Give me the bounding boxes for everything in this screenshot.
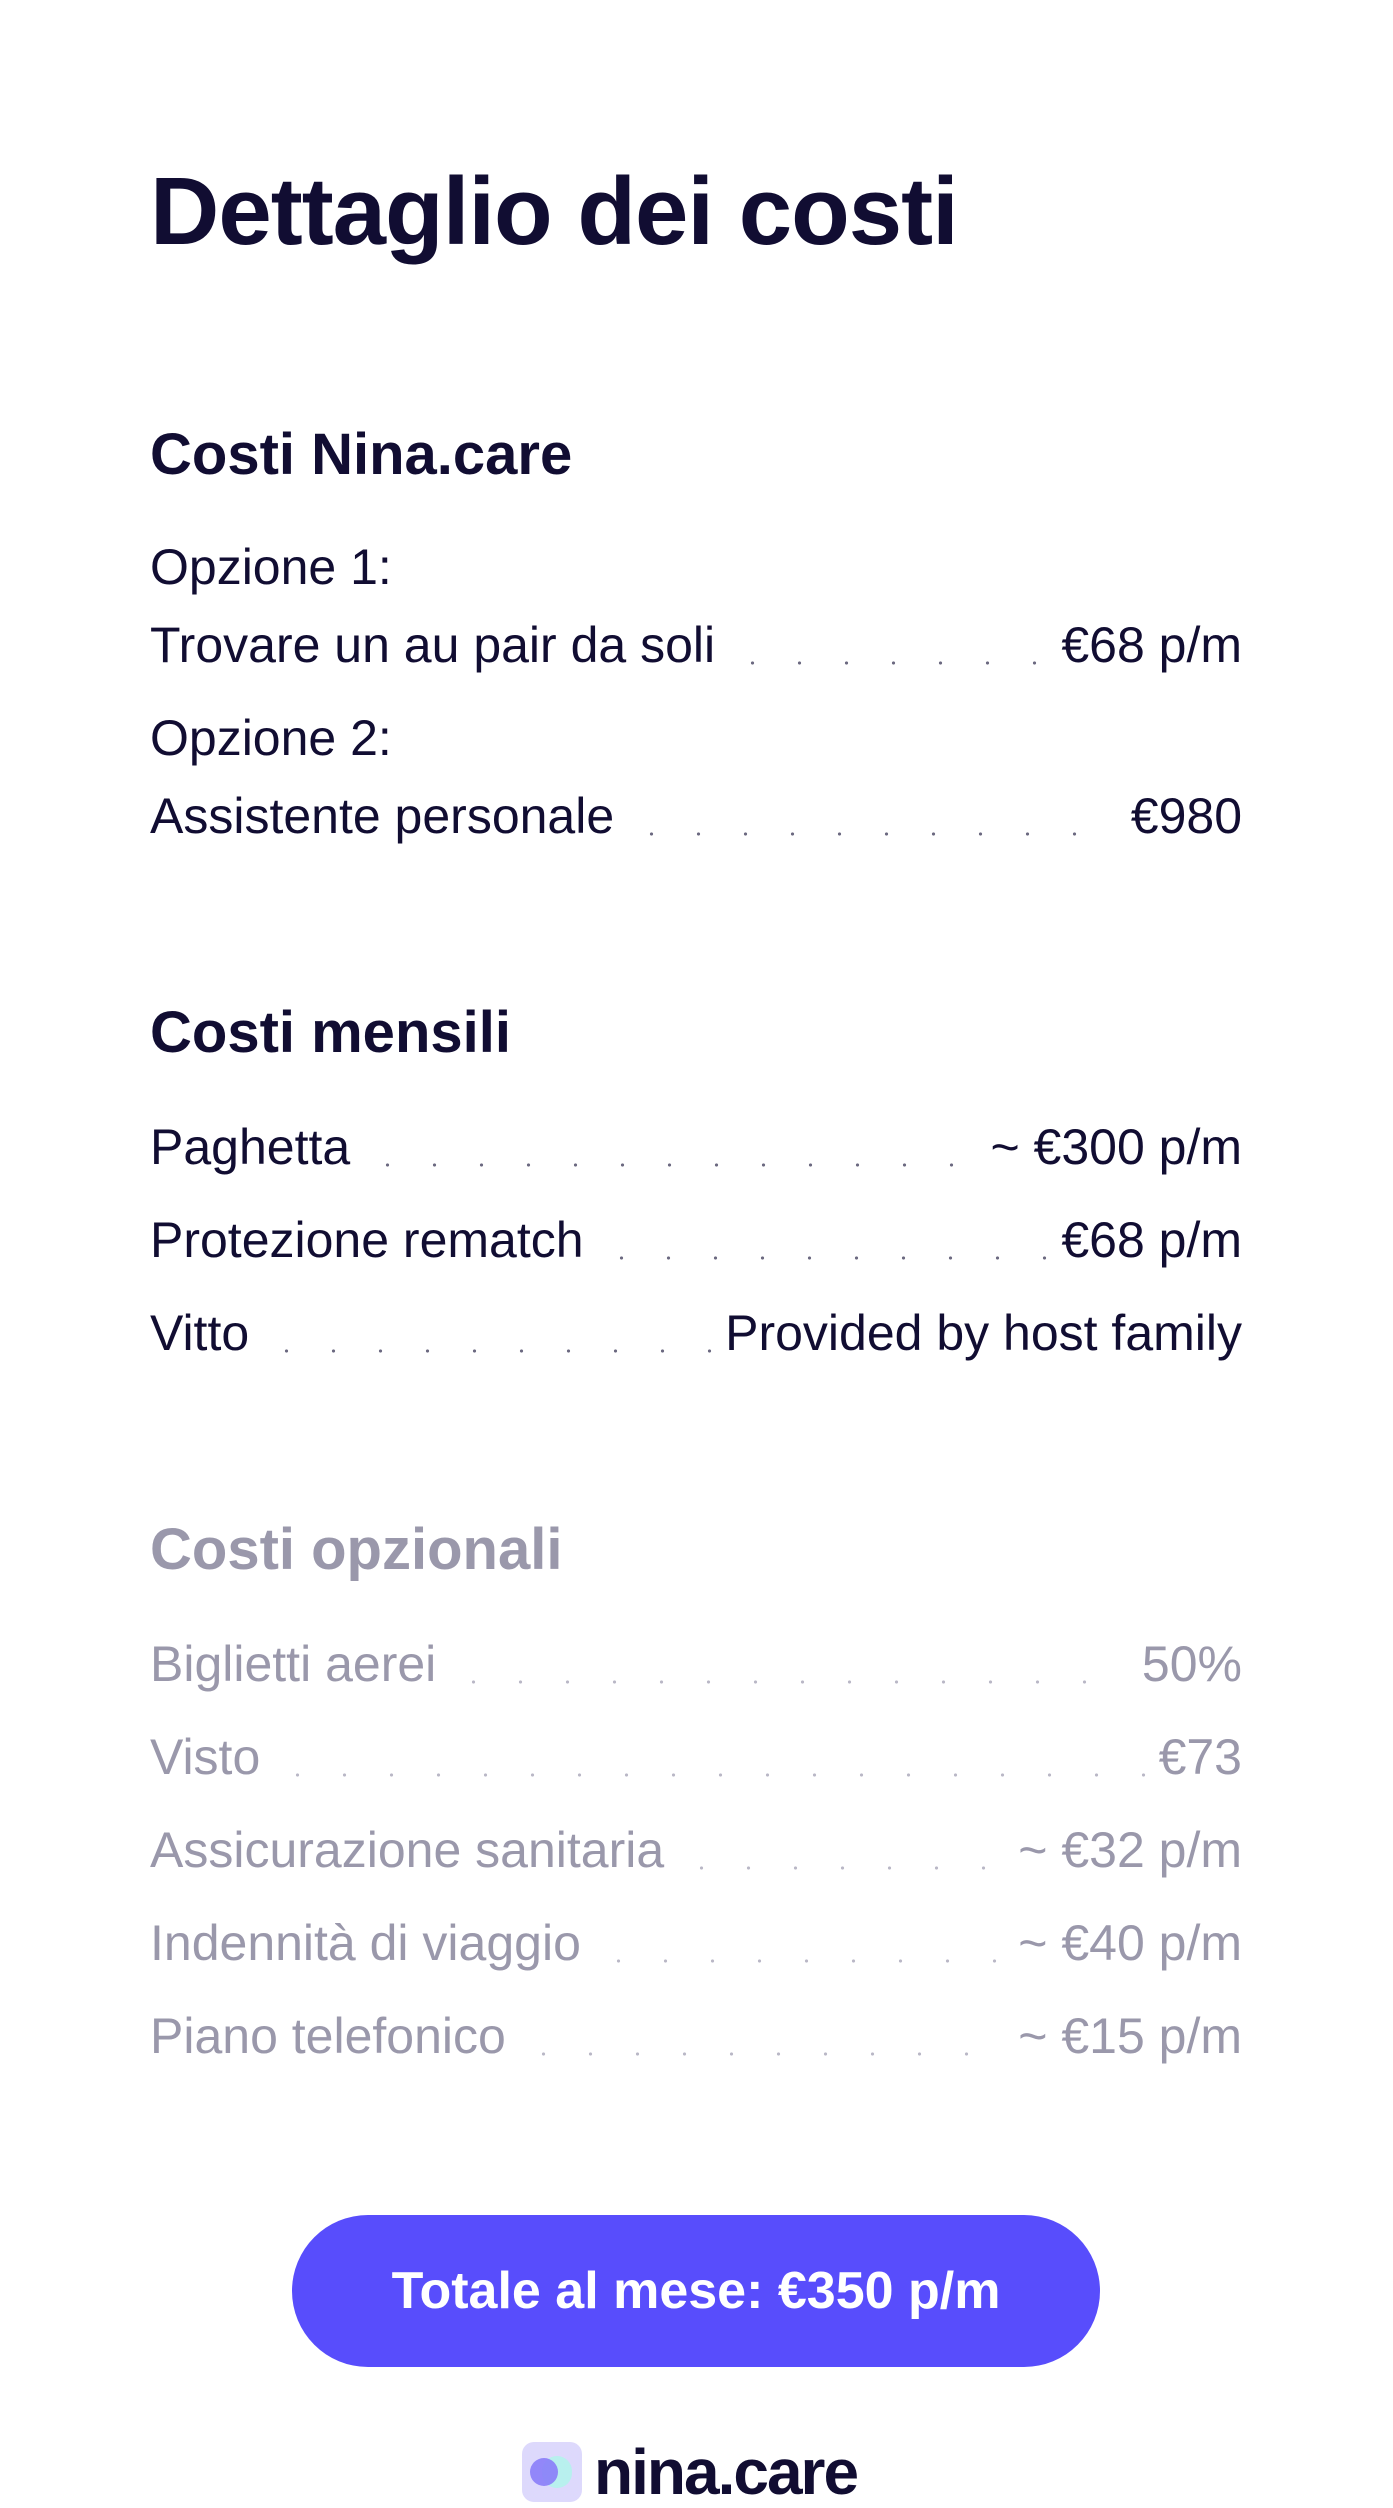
cost-value: €980: [1130, 788, 1242, 844]
cost-value: ~ €15 p/m: [1018, 2008, 1242, 2064]
cost-row-biglietti: [150, 1631, 1242, 1697]
cost-row-visto: [150, 1724, 1242, 1790]
cost-value: Provided by host family: [725, 1305, 1242, 1361]
cost-row-paghetta: [150, 1114, 1242, 1180]
dotted-leader: [450, 1677, 1130, 1687]
cost-value: €68 p/m: [1061, 617, 1242, 673]
dotted-leader: [520, 2049, 1006, 2059]
cost-label: Paghetta: [150, 1119, 351, 1175]
cost-row-rematch: [150, 1207, 1242, 1273]
dotted-leader: [628, 829, 1119, 839]
cost-value: €73: [1158, 1729, 1242, 1785]
cost-label: Biglietti aerei: [150, 1636, 437, 1692]
cost-label: Assicurazione sanitaria: [150, 1822, 665, 1878]
dotted-leader: [595, 1956, 1006, 1966]
section-heading-nina-costs: Costi Nina.care: [150, 422, 573, 487]
cost-label: Vitto: [150, 1305, 250, 1361]
dotted-leader: [678, 1863, 1006, 1873]
cost-label: Protezione rematch: [150, 1212, 584, 1268]
section-heading-optional-costs: Costi opzionali: [150, 1517, 563, 1582]
cost-label: Indennità di viaggio: [150, 1915, 581, 1971]
cost-label: Assistente personale: [150, 788, 615, 844]
cost-value: ~ €32 p/m: [1018, 1822, 1242, 1878]
dotted-leader: [274, 1770, 1146, 1780]
option-1-label: Opzione 1:: [150, 539, 392, 595]
dotted-leader: [729, 658, 1049, 668]
page-title: Dettaglio dei costi: [150, 158, 958, 265]
dotted-leader: [364, 1160, 978, 1170]
dotted-leader: [263, 1346, 713, 1356]
section-heading-monthly-costs: Costi mensili: [150, 1000, 511, 1065]
cost-row-vitto: [150, 1300, 1242, 1366]
cost-value: ~ €40 p/m: [1018, 1915, 1242, 1971]
cost-value: ~ €300 p/m: [990, 1119, 1242, 1175]
option-2-label: Opzione 2:: [150, 710, 392, 766]
nina-care-logo-icon: [522, 2442, 582, 2502]
cost-label: Trovare un au pair da soli: [150, 617, 716, 673]
dotted-leader: [598, 1253, 1050, 1263]
cost-row-telefono: [150, 2003, 1242, 2069]
cost-row-assicurazione: [150, 1817, 1242, 1883]
cost-value: €68 p/m: [1061, 1212, 1242, 1268]
nina-care-logo: [522, 2436, 858, 2508]
logo-wordmark: nina.care: [594, 2436, 858, 2508]
cost-row-option-2: [150, 783, 1242, 849]
cost-value: 50%: [1141, 1636, 1242, 1692]
cost-row-indennita: [150, 1910, 1242, 1976]
cost-label: Visto: [150, 1729, 261, 1785]
total-monthly-button[interactable]: Totale al mese: €350 p/m: [292, 2215, 1100, 2367]
cost-label: Piano telefonico: [150, 2008, 506, 2064]
cost-row-option-1: [150, 612, 1242, 678]
